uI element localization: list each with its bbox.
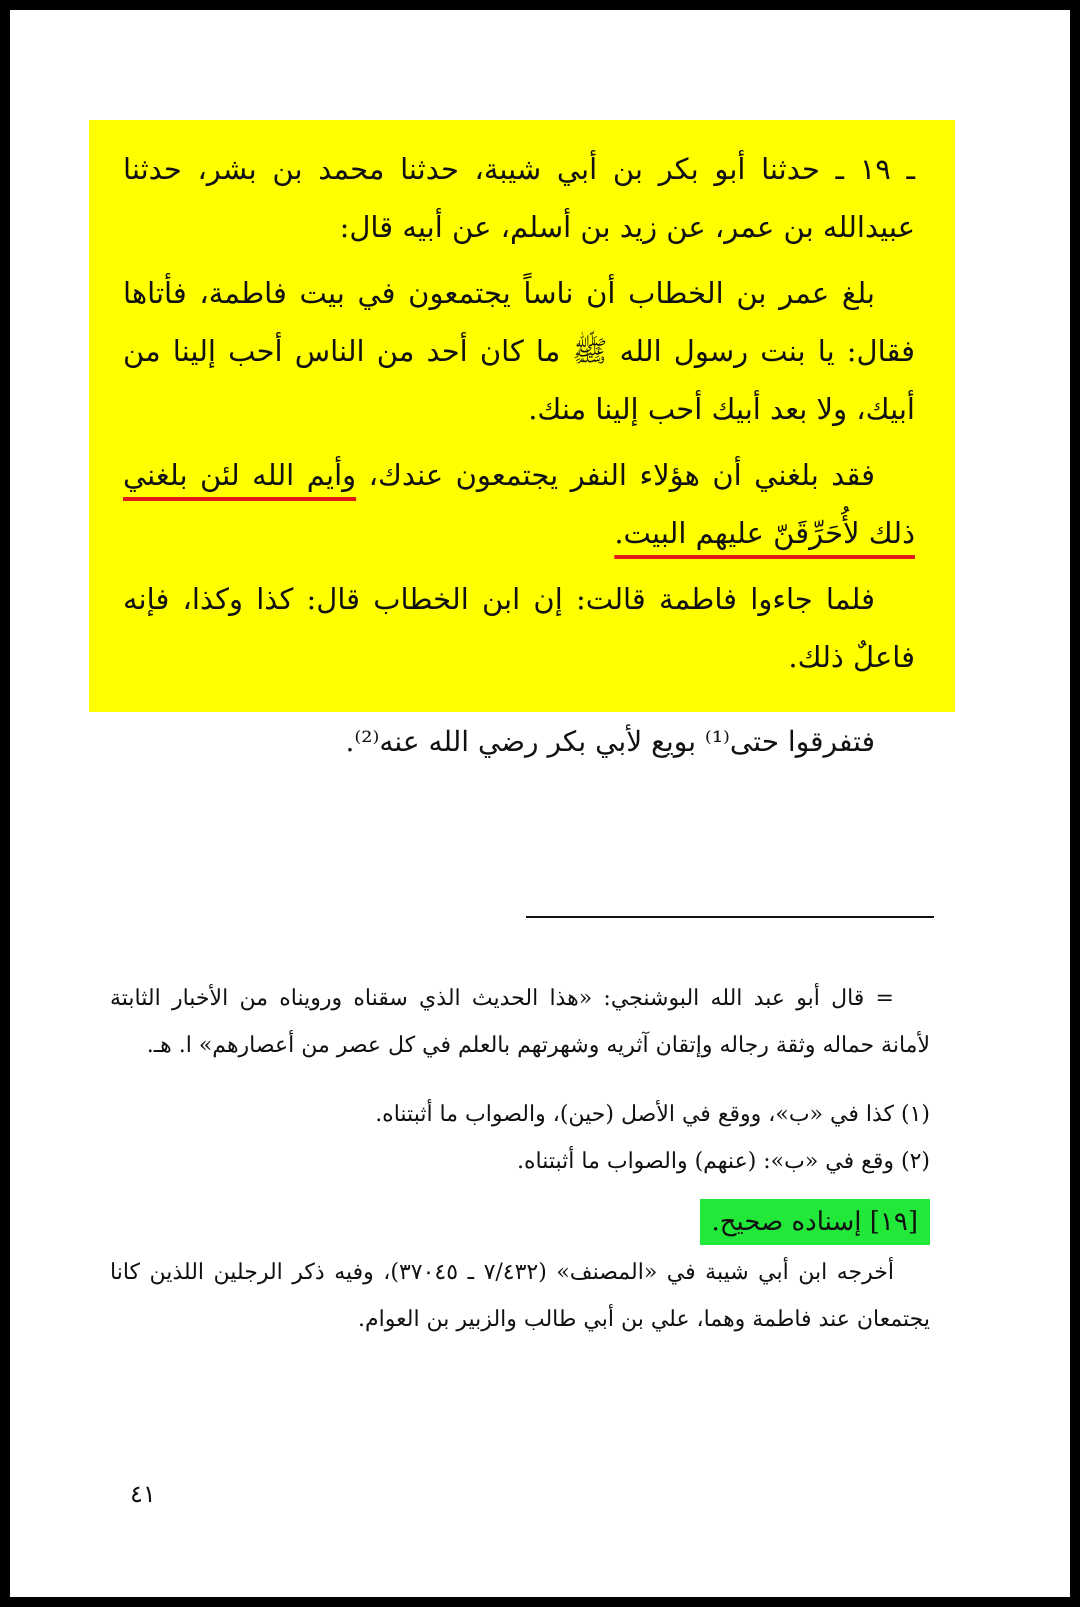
hadith-closing-line: فتفرقوا حتى⁽¹⁾ بويع لأبي بكر رضي الله عنه⁽²⁾. [345, 725, 875, 758]
verdict-badge: [١٩] إسناده صحيح. [700, 1199, 931, 1245]
footnote-2: (٢) وقع في «ب»: (عنهم) والصواب ما أثبتناه. [517, 1149, 930, 1174]
page-number: ٤١ [130, 1480, 156, 1508]
footnote-separator [526, 916, 934, 918]
footnote-1: (١) كذا في «ب»، ووقع في الأصل (حين)، والصواب ما أثبتناه. [375, 1102, 930, 1127]
hadith-paragraph-1: بلغ عمر بن الخطاب أن ناساً يجتمعون في بيت فاطمة، فأتاها فقال: يا بنت رسول الله ﷺ ما كان أحد من الناس أحب إلينا من أبيك، ولا بعد أبيك أحب إلينا منك. [123, 276, 915, 426]
hadith-plain-segment: فقد بلغني أن هؤلاء النفر يجتمعون عندك، [356, 458, 875, 492]
underlined-threat: وأيم الله لئن بلغني ذلك لأُحَرِّقَنّ عليهم البيت. [123, 458, 915, 550]
hadith-chain: ـ ١٩ ـ حدثنا أبو بكر بن أبي شيبة، حدثنا محمد بن بشر، حدثنا عبيدالله بن عمر، عن زيد بن أسلم، عن أبيه قال: [123, 152, 915, 244]
hadith-paragraph-2 [123, 446, 915, 562]
takhrij-text: أخرجه ابن أبي شيبة في «المصنف» (٧/٤٣٢ ـ ٣٧٠٤٥)، وفيه ذكر الرجلين اللذين كانا يجتمعان عند فاطمة وهما، علي بن أبي طالب والزبير بن العوام. [110, 1260, 930, 1332]
hadith-text [89, 120, 955, 712]
hadith-paragraph-3: فلما جاءوا فاطمة قالت: إن ابن الخطاب قال: كذا وكذا، فإنه فاعلٌ ذلك. [123, 582, 915, 674]
footnote-continuation: = قال أبو عبد الله البوشنجي: «هذا الحديث الذي سقناه ورويناه من الأخبار الثابتة لأمانة حماله وثقة رجاله وإتقان آثريه وشهرتهم بالعلم في كل عصر من أعصارهم» ا. هـ. [110, 986, 930, 1058]
footnotes-section [110, 975, 930, 1343]
book-page [10, 10, 1070, 1597]
